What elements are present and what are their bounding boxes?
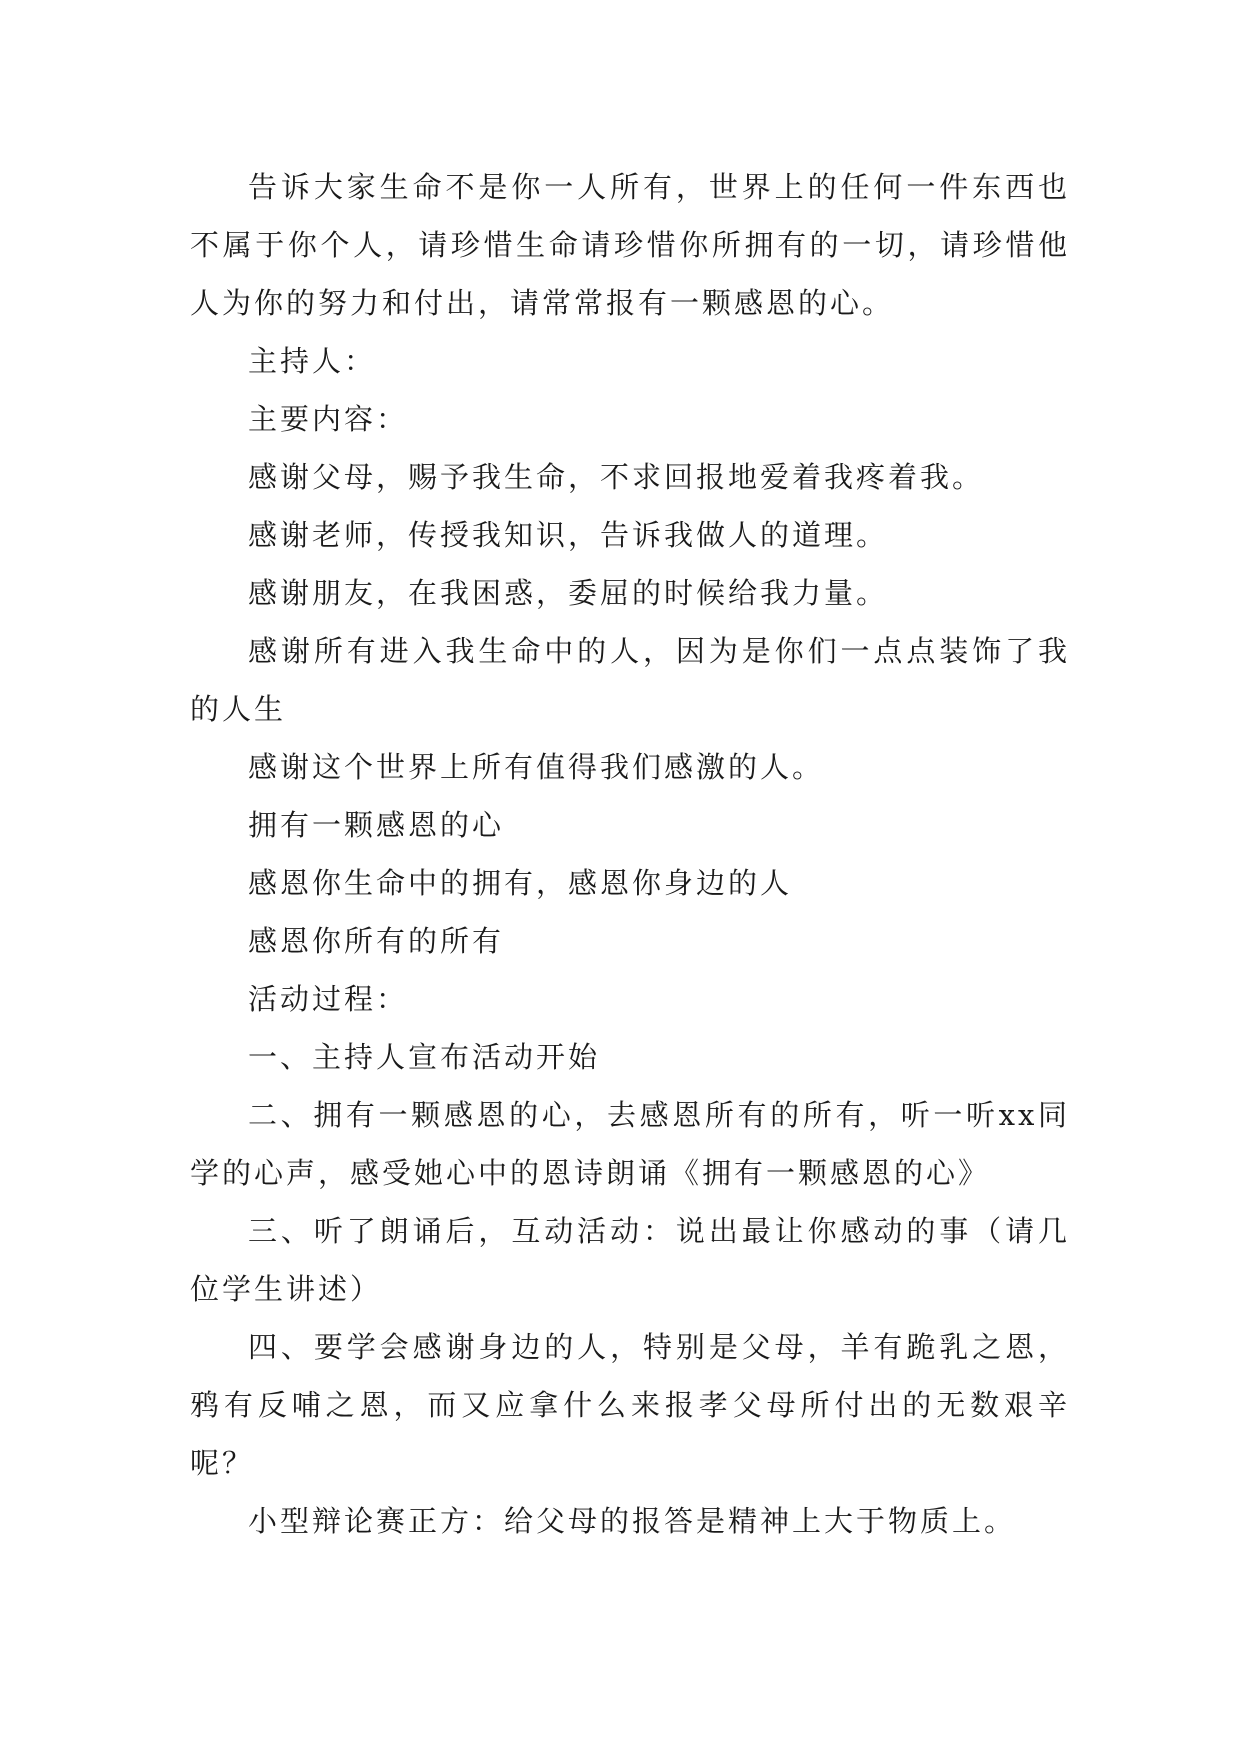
- paragraph-thank-parents: 感谢父母，赐予我生命，不求回报地爱着我疼着我。: [248, 460, 985, 494]
- paragraph-step-one: 一、主持人宣布活动开始: [248, 1040, 601, 1074]
- paragraph-host: 主持人：: [248, 344, 377, 378]
- paragraph-step-three: 三、听了朗诵后，互动活动：说出最让你感动的事（请几位学生讲述）: [190, 1214, 1070, 1306]
- paragraph-thank-friends: 感谢朋友，在我困惑，委屈的时候给我力量。: [248, 576, 889, 610]
- paragraph-main-content: 主要内容：: [248, 402, 409, 436]
- document-body: [190, 158, 1070, 1550]
- paragraph-activity-process: 活动过程：: [248, 982, 409, 1016]
- paragraph-thank-world: 感谢这个世界上所有值得我们感激的人。: [248, 750, 825, 784]
- paragraph-grateful-heart: 拥有一颗感恩的心: [248, 808, 505, 842]
- paragraph-intro: 告诉大家生命不是你一人所有，世界上的任何一件东西也不属于你个人，请珍惜生命请珍惜你所拥有的一切，请珍惜他人为你的努力和付出，请常常报有一颗感恩的心。: [190, 170, 1070, 320]
- paragraph-step-two: 二、拥有一颗感恩的心，去感恩所有的所有，听一听xx同学的心声，感受她心中的恩诗朗诵《拥有一颗感恩的心》: [190, 1098, 1070, 1190]
- paragraph-thank-teachers: 感谢老师，传授我知识，告诉我做人的道理。: [248, 518, 889, 552]
- paragraph-thank-everyone: 感谢所有进入我生命中的人，因为是你们一点点装饰了我的人生: [190, 634, 1070, 726]
- paragraph-step-four: 四、要学会感谢身边的人，特别是父母，羊有跪乳之恩，鸦有反哺之恩，而又应拿什么来报孝父母所付出的无数艰辛呢？: [190, 1330, 1070, 1480]
- paragraph-grateful-life: 感恩你生命中的拥有，感恩你身边的人: [248, 866, 793, 900]
- paragraph-grateful-all: 感恩你所有的所有: [248, 924, 505, 958]
- paragraph-debate: 小型辩论赛正方：给父母的报答是精神上大于物质上。: [248, 1504, 1017, 1538]
